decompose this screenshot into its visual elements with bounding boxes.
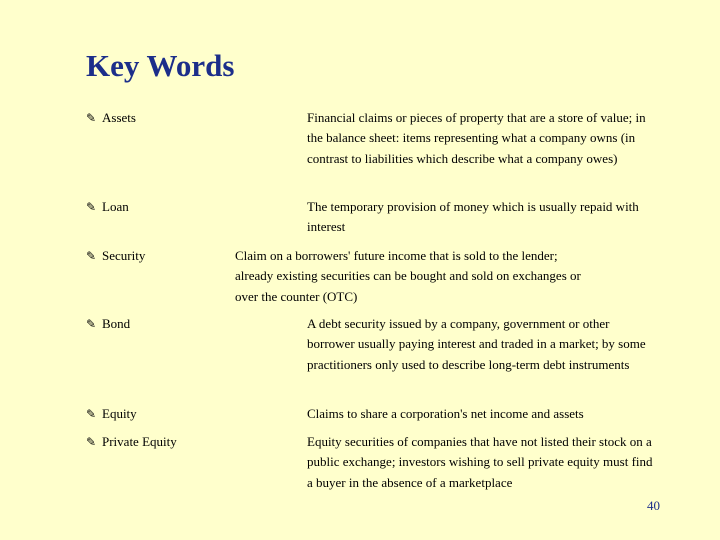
term-label: Loan [102,199,129,214]
pencil-icon: ✎ [86,407,97,421]
pencil-icon: ✎ [86,111,97,125]
term-private-equity [86,432,177,452]
pencil-icon: ✎ [86,317,97,331]
pencil-icon: ✎ [86,249,97,263]
page-number: 40 [647,498,660,513]
definition-equity: Claims to share a corporation's net income and assets [307,406,584,421]
definition-loan: The temporary provision of money which is usually repaid with interest [307,199,639,235]
pencil-icon: ✎ [86,200,97,214]
term-loan [86,197,129,217]
slide-title: Key Words [86,48,235,83]
term-label: Equity [102,406,137,421]
definition-assets: Financial claims or pieces of property that are a store of value; in the balance sheet: items representing what a company owns (in contrast to liabilities which describe what a company owes) [307,110,646,166]
term-assets [86,108,136,128]
term-label: Security [102,248,146,263]
definition-private-equity: Equity securities of companies that have not listed their stock on a public exchange; investors wishing to sell private equity must find a buyer in the absence of a marketplace [307,434,653,490]
pencil-icon: ✎ [86,435,97,449]
term-security [86,246,145,266]
term-bond [86,314,130,334]
definition-security: Claim on a borrowers' future income that is sold to the lender; already existing securities can be bought and sold on exchanges or over the counter (OTC) [235,248,581,304]
term-label: Bond [102,316,131,331]
term-label: Private Equity [102,434,177,449]
term-equity [86,404,137,424]
definition-bond: A debt security issued by a company, government or other borrower usually paying interest and traded in a market; by some practitioners only used to describe long-term debt instruments [307,316,646,372]
term-label: Assets [102,110,136,125]
